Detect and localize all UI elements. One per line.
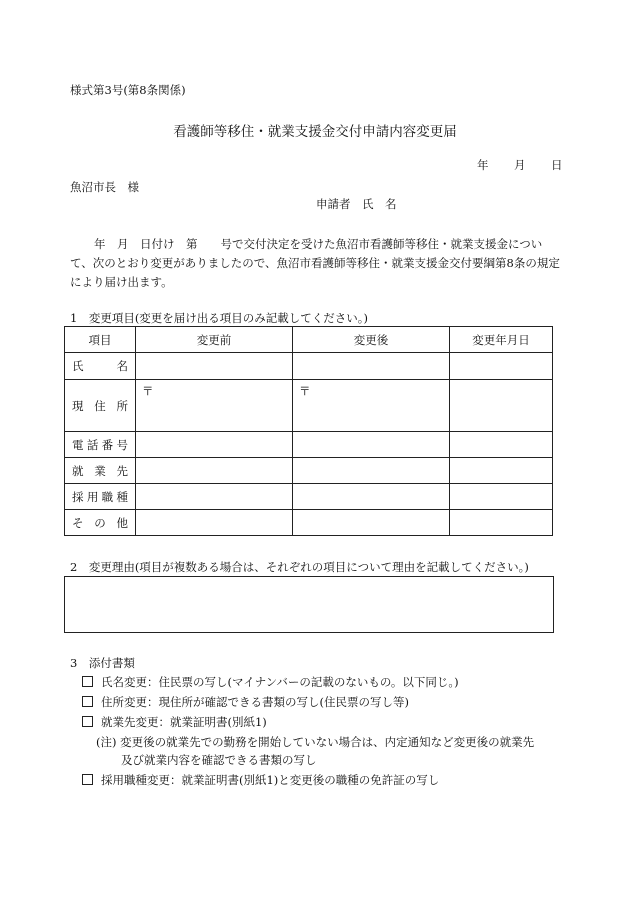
change-date-field[interactable] bbox=[450, 484, 553, 510]
attachment-item bbox=[82, 770, 439, 790]
form-number: 様式第3号(第8条関係) bbox=[70, 83, 186, 97]
row-label: 採用職種 bbox=[65, 484, 136, 510]
after-field[interactable] bbox=[293, 484, 450, 510]
table-row bbox=[65, 432, 553, 458]
change-date-field[interactable] bbox=[450, 458, 553, 484]
page-title: 看護師等移住・就業支援金交付申請内容変更届 bbox=[173, 124, 457, 140]
change-date-field[interactable] bbox=[450, 432, 553, 458]
change-date-field[interactable] bbox=[450, 353, 553, 380]
after-field[interactable] bbox=[293, 510, 450, 536]
after-field[interactable] bbox=[293, 458, 450, 484]
applicant-name-label: 申請者 氏 名 bbox=[316, 197, 397, 211]
before-field[interactable] bbox=[136, 510, 293, 536]
row-label: 現住所 bbox=[65, 380, 136, 432]
attachment-label: 住所変更：現住所が確認できる書類の写し(住民票の写し等) bbox=[101, 695, 409, 709]
attachment-note: (注) 変更後の就業先での勤務を開始していない場合は、内定通知など変更後の就業先 bbox=[96, 735, 535, 749]
after-field[interactable] bbox=[293, 353, 450, 380]
table-row bbox=[65, 484, 553, 510]
checkbox[interactable] bbox=[82, 676, 93, 687]
change-date-field[interactable] bbox=[450, 510, 553, 536]
date-year-label: 年 bbox=[477, 158, 489, 172]
row-label: 電話番号 bbox=[65, 432, 136, 458]
change-date-field[interactable] bbox=[450, 380, 553, 432]
addressee: 魚沼市長 様 bbox=[70, 180, 139, 194]
change-reason-field[interactable] bbox=[64, 576, 554, 633]
section1-heading: 1 変更項目(変更を届け出る項目のみ記載してください。) bbox=[70, 311, 369, 325]
attachment-label: 氏名変更：住民票の写し(マイナンバーの記載のないもの。以下同じ。) bbox=[101, 675, 459, 689]
checkbox[interactable] bbox=[82, 774, 93, 785]
table-row bbox=[65, 353, 553, 380]
after-field[interactable] bbox=[293, 432, 450, 458]
row-label: 就業先 bbox=[65, 458, 136, 484]
section2-heading: 2 変更理由(項目が複数ある場合は、それぞれの項目について理由を記載してください。) bbox=[70, 560, 529, 574]
after-field[interactable]: 〒 bbox=[293, 380, 450, 432]
table-row bbox=[65, 380, 553, 432]
attachment-label: 採用職種変更：就業証明書(別紙1)と変更後の職種の免許証の写し bbox=[101, 773, 440, 787]
column-header: 変更前 bbox=[136, 327, 293, 353]
before-field[interactable] bbox=[136, 353, 293, 380]
column-header: 項目 bbox=[65, 327, 136, 353]
column-header: 変更年月日 bbox=[450, 327, 553, 353]
attachment-item bbox=[82, 692, 409, 712]
column-header: 変更後 bbox=[293, 327, 450, 353]
attachment-item bbox=[82, 712, 267, 732]
attachment-label: 就業先変更：就業証明書(別紙1) bbox=[101, 715, 267, 729]
row-label: 氏名 bbox=[65, 353, 136, 380]
attachment-item bbox=[82, 672, 459, 692]
date-day-label: 日 bbox=[551, 158, 563, 172]
before-field[interactable] bbox=[136, 432, 293, 458]
table-header-row bbox=[65, 327, 553, 353]
table-row bbox=[65, 458, 553, 484]
before-field[interactable] bbox=[136, 458, 293, 484]
date-month-label: 月 bbox=[514, 158, 526, 172]
body-paragraph: 年 月 日付け 第 号で交付決定を受けた魚沼市看護師等移住・就業支援金について、次のとおり変更がありましたので、魚沼市看護師等移住・就業支援金交付要綱第8条の規定により届け出ます。 bbox=[70, 237, 560, 289]
checkbox[interactable] bbox=[82, 716, 93, 727]
section3-heading: 3 添付書類 bbox=[70, 656, 135, 670]
checkbox[interactable] bbox=[82, 696, 93, 707]
row-label: その他 bbox=[65, 510, 136, 536]
before-field[interactable] bbox=[136, 484, 293, 510]
before-field[interactable]: 〒 bbox=[136, 380, 293, 432]
attachment-note-continued: 及び就業内容を確認できる書類の写し bbox=[121, 753, 317, 767]
change-items-table bbox=[64, 326, 553, 536]
table-row bbox=[65, 510, 553, 536]
